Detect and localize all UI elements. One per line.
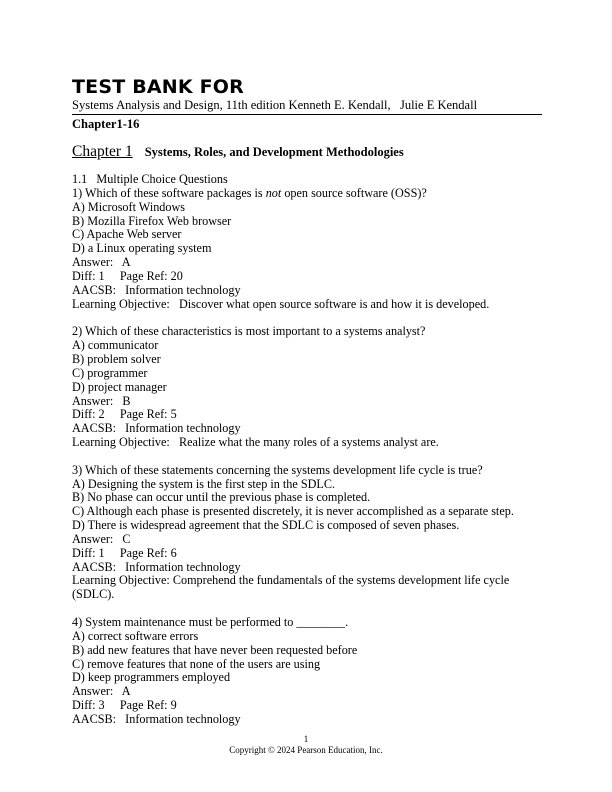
answer: Answer: A: [72, 684, 131, 699]
option: C) programmer: [72, 365, 148, 380]
option: C) remove features that none of the users are using: [72, 656, 321, 671]
copyright-notice: Copyright © 2024 Pearson Education, Inc.: [229, 745, 383, 755]
option: B) problem solver: [72, 351, 161, 366]
question-2-text: 2) Which of these characteristics is most important to a systems analyst?: [72, 324, 426, 339]
section-heading: 1.1 Multiple Choice Questions: [72, 172, 228, 186]
difficulty: Diff: 1 Page Ref: 20: [72, 268, 183, 283]
option: C) Although each phase is presented discretely, it is never accomplished as a separate step.: [72, 504, 514, 519]
option: B) No phase can occur until the previous phase is completed.: [72, 490, 371, 505]
spacer: [72, 311, 542, 325]
option: D) a Linux operating system: [72, 241, 212, 256]
question-1-emphasis: not: [265, 185, 282, 200]
question-1-text-end: open source software (OSS)?: [281, 185, 427, 200]
book-subtitle: Systems Analysis and Design, 11th edition Kenneth E. Kendall, Julie E Kendall: [72, 98, 478, 112]
option: D) project manager: [72, 379, 167, 394]
answer: Answer: B: [72, 393, 131, 408]
learning-objective: Learning Objective: Realize what the many roles of a systems analyst are.: [72, 435, 439, 450]
option: D) keep programmers employed: [72, 670, 231, 685]
aacsb: AACSB: Information technology: [72, 711, 241, 726]
answer: Answer: C: [72, 531, 131, 546]
learning-objective: Learning Objective: Comprehend the fundamentals of the systems development life cycle (SDLC).: [72, 573, 510, 602]
test-bank-title: TEST BANK FOR: [72, 76, 244, 98]
option: D) There is widespread agreement that the SDLC is composed of seven phases.: [72, 518, 460, 533]
chapter-range: Chapter1-16: [72, 117, 140, 131]
question-4-text: 4) System maintenance must be performed to ________.: [72, 615, 349, 629]
aacsb: AACSB: Information technology: [72, 559, 241, 574]
question-3-text: 3) Which of these statements concerning the systems development life cycle is true?: [72, 462, 483, 477]
option: B) Mozilla Firefox Web browser: [72, 213, 232, 228]
header-divider: [72, 114, 542, 115]
option: C) Apache Web server: [72, 227, 182, 242]
question-content: [72, 173, 542, 727]
page-number: 1: [303, 734, 309, 744]
option: A) correct software errors: [72, 628, 199, 643]
difficulty: Diff: 3 Page Ref: 9: [72, 698, 177, 713]
chapter-title: Systems, Roles, and Development Methodologies: [144, 145, 404, 159]
option: A) communicator: [72, 338, 159, 353]
learning-objective: Learning Objective: Discover what open source software is and how it is developed.: [72, 296, 490, 311]
chapter-heading: [72, 143, 404, 161]
question-1-text-start: 1) Which of these software packages is: [72, 185, 266, 200]
spacer: [72, 450, 542, 464]
answer: Answer: A: [72, 255, 131, 270]
aacsb: AACSB: Information technology: [72, 282, 241, 297]
aacsb: AACSB: Information technology: [72, 421, 241, 436]
option: A) Designing the system is the first step in the SDLC.: [72, 476, 336, 491]
option: A) Microsoft Windows: [72, 199, 186, 214]
spacer: [72, 602, 542, 616]
question-1-text: [72, 187, 542, 201]
difficulty: Diff: 1 Page Ref: 6: [72, 545, 177, 560]
chapter-label: Chapter 1: [72, 143, 133, 160]
difficulty: Diff: 2 Page Ref: 5: [72, 407, 177, 422]
option: B) add new features that have never been requested before: [72, 642, 358, 657]
